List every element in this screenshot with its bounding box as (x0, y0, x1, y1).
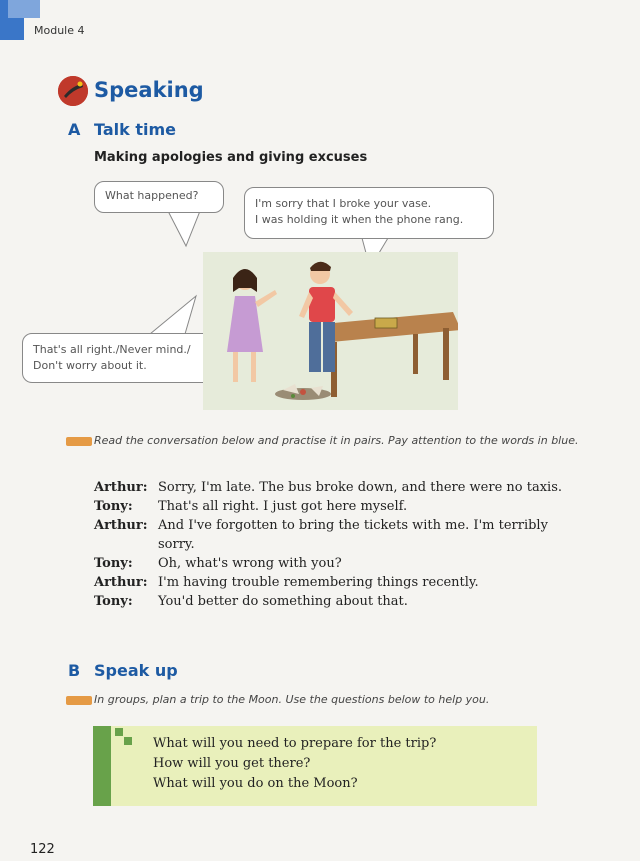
question-item: What will you need to prepare for the trip? (153, 736, 437, 751)
section-a-title: Talk time (94, 120, 176, 139)
bubble-text: What happened? (105, 189, 199, 202)
dialogue-line (94, 592, 574, 611)
speaker: Arthur: (94, 575, 148, 590)
question-box-square-decoration (115, 728, 123, 736)
line: That's all right. I just got here myself. (158, 499, 408, 514)
bubble-text-line1: That's all right./Never mind./ (33, 343, 191, 356)
dialogue-line (94, 554, 574, 573)
bubble-text-line2: I was holding it when the phone rang. (255, 213, 464, 226)
section-title-speaking: Speaking (94, 78, 204, 102)
question-box-square-decoration (124, 737, 132, 745)
section-b-instruction: In groups, plan a trip to the Moon. Use the questions below to help you. (94, 693, 490, 706)
instruction-marker (66, 696, 92, 705)
line: I'm having trouble remembering things recently. (158, 575, 479, 590)
section-a-subheading: Making apologies and giving excuses (94, 150, 368, 165)
section-b-title: Speak up (94, 661, 178, 680)
dialogue-line (94, 573, 574, 592)
speaker: Arthur: (94, 480, 148, 495)
speaker: Arthur: (94, 518, 148, 533)
dialogue-line (94, 478, 574, 497)
speaker: Tony: (94, 556, 133, 571)
instruction-marker (66, 437, 92, 446)
section-a-instruction: Read the conversation below and practise it in pairs. Pay attention to the words in blue. (94, 434, 579, 447)
dialogue-line (94, 497, 574, 516)
speech-bubble-reply (22, 333, 220, 383)
question-box-accent-bar (93, 726, 111, 806)
speech-bubble-what-happened (94, 181, 224, 213)
line: And I've forgotten to bring the tickets with me. I'm terribly sorry. (158, 518, 548, 552)
speaker: Tony: (94, 499, 133, 514)
question-item: How will you get there? (153, 756, 311, 771)
illustration-broken-vase (203, 252, 458, 410)
speaker: Tony: (94, 594, 133, 609)
bubble-text-line1: I'm sorry that I broke your vase. (255, 197, 432, 210)
section-a-letter: A (68, 120, 81, 139)
page-number: 122 (30, 842, 55, 857)
line: Sorry, I'm late. The bus broke down, and there were no taxis. (158, 480, 563, 495)
line: You'd better do something about that. (158, 594, 408, 609)
line: Oh, what's wrong with you? (158, 556, 342, 571)
question-list (153, 734, 436, 794)
question-item: What will you do on the Moon? (153, 776, 358, 791)
dialogue-line (94, 516, 574, 554)
dialogue (94, 478, 574, 611)
speech-bubble-apology (244, 187, 494, 239)
bubble-text-line2: Don't worry about it. (33, 359, 147, 372)
module-label: Module 4 (34, 24, 85, 37)
section-b-letter: B (68, 661, 81, 680)
